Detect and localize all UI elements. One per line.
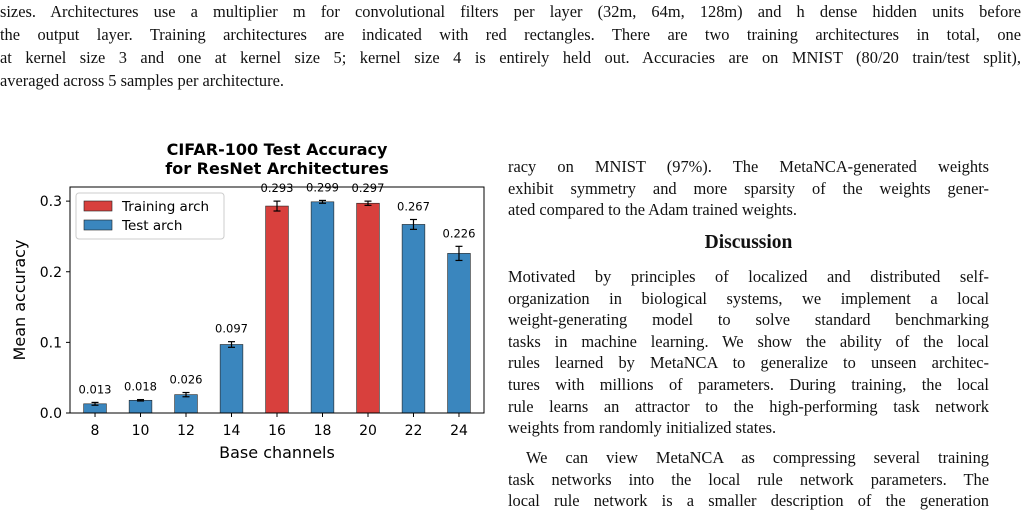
caption-line: sizes. Architectures use a multiplier m for convolutional filters per layer (32m, 64m, 128m) and h dense hidden units before xyxy=(0,2,1021,21)
bar-chart xyxy=(0,134,490,514)
text-line: rule learns an attractor to the high-performing task network xyxy=(508,396,989,416)
caption-line: averaged across 5 samples per architecture. xyxy=(0,71,284,90)
chart-svg xyxy=(0,134,490,514)
chart-title: CIFAR-100 Test Accuracy xyxy=(166,140,388,159)
data-label: 0.018 xyxy=(124,379,157,394)
bar xyxy=(175,395,198,413)
text-line: ated compared to the Adam trained weights. xyxy=(508,200,798,220)
bar xyxy=(266,206,289,413)
text-line: local rule network is a smaller description of the generation xyxy=(508,491,989,511)
text-line: weight-generating model to solve standard benchmarking xyxy=(508,310,989,330)
legend-swatch xyxy=(84,220,112,230)
x-axis-label: Base channels xyxy=(219,443,335,462)
data-label: 0.226 xyxy=(442,226,476,241)
x-tick-label: 14 xyxy=(222,423,241,439)
x-tick-label: 18 xyxy=(313,423,332,439)
caption-line: the output layer. Training architectures are indicated with red rectangles. There are two training architectures in total, one xyxy=(0,25,1021,44)
text-line: tures with millions of parameters. During training, the local xyxy=(508,374,989,394)
bar xyxy=(448,253,471,413)
x-tick-label: 16 xyxy=(268,423,286,439)
data-label: 0.299 xyxy=(306,180,339,195)
caption-line: at kernel size 3 and one at kernel size 5; kernel size 4 is entirely held out. Accuracies are on MNIST (80/20 train/test split), xyxy=(0,48,1021,67)
column-intro-text xyxy=(508,156,989,221)
data-label: 0.293 xyxy=(260,181,294,196)
x-tick-label: 22 xyxy=(404,423,423,439)
x-tick-label: 24 xyxy=(450,423,468,439)
data-label: 0.013 xyxy=(78,382,112,397)
data-label: 0.097 xyxy=(215,321,248,336)
bar xyxy=(311,202,334,413)
discussion-paragraph-2 xyxy=(508,447,989,527)
figure-caption xyxy=(0,0,1021,92)
y-tick-label: 0.3 xyxy=(39,194,62,211)
bar xyxy=(402,224,425,413)
text-line: weights from randomly initialized states. xyxy=(508,418,777,438)
discussion-paragraph-1 xyxy=(508,266,989,439)
bar xyxy=(357,203,380,413)
chart-title: for ResNet Architectures xyxy=(165,159,389,178)
text-line: exhibit symmetry and more sparsity of the weights gener- xyxy=(508,178,989,198)
x-tick-label: 10 xyxy=(131,423,150,439)
text-line: tasks in machine learning. We show the ability of the local xyxy=(508,331,989,351)
text-line: task networks into the local rule network parameters. The xyxy=(508,469,989,489)
section-heading: Discussion xyxy=(704,232,793,253)
bar xyxy=(220,344,243,413)
x-tick-label: 8 xyxy=(90,423,100,439)
y-axis-label: Mean accuracy xyxy=(10,239,29,361)
text-line: rules learned by MetaNCA to generalize to unseen architec- xyxy=(508,353,989,373)
data-label: 0.297 xyxy=(351,181,385,196)
data-label: 0.267 xyxy=(397,199,430,214)
y-tick-label: 0.0 xyxy=(39,406,62,422)
legend-label: Test arch xyxy=(122,218,183,234)
text-line: We can view MetaNCA as compressing several training xyxy=(526,448,989,467)
data-label: 0.026 xyxy=(169,372,203,387)
text-line: Motivated by principles of localized and distributed self- xyxy=(508,267,989,286)
x-tick-label: 20 xyxy=(359,423,377,439)
bar xyxy=(129,400,152,413)
y-tick-label: 0.2 xyxy=(39,264,62,281)
text-line: organization in biological systems, we implement a local xyxy=(508,288,989,308)
x-tick-label: 12 xyxy=(177,423,195,439)
legend-swatch xyxy=(84,201,112,211)
y-tick-label: 0.1 xyxy=(39,335,62,352)
text-line: racy on MNIST (97%). The MetaNCA-generated weights xyxy=(508,157,989,176)
legend-label: Training arch xyxy=(122,199,210,215)
